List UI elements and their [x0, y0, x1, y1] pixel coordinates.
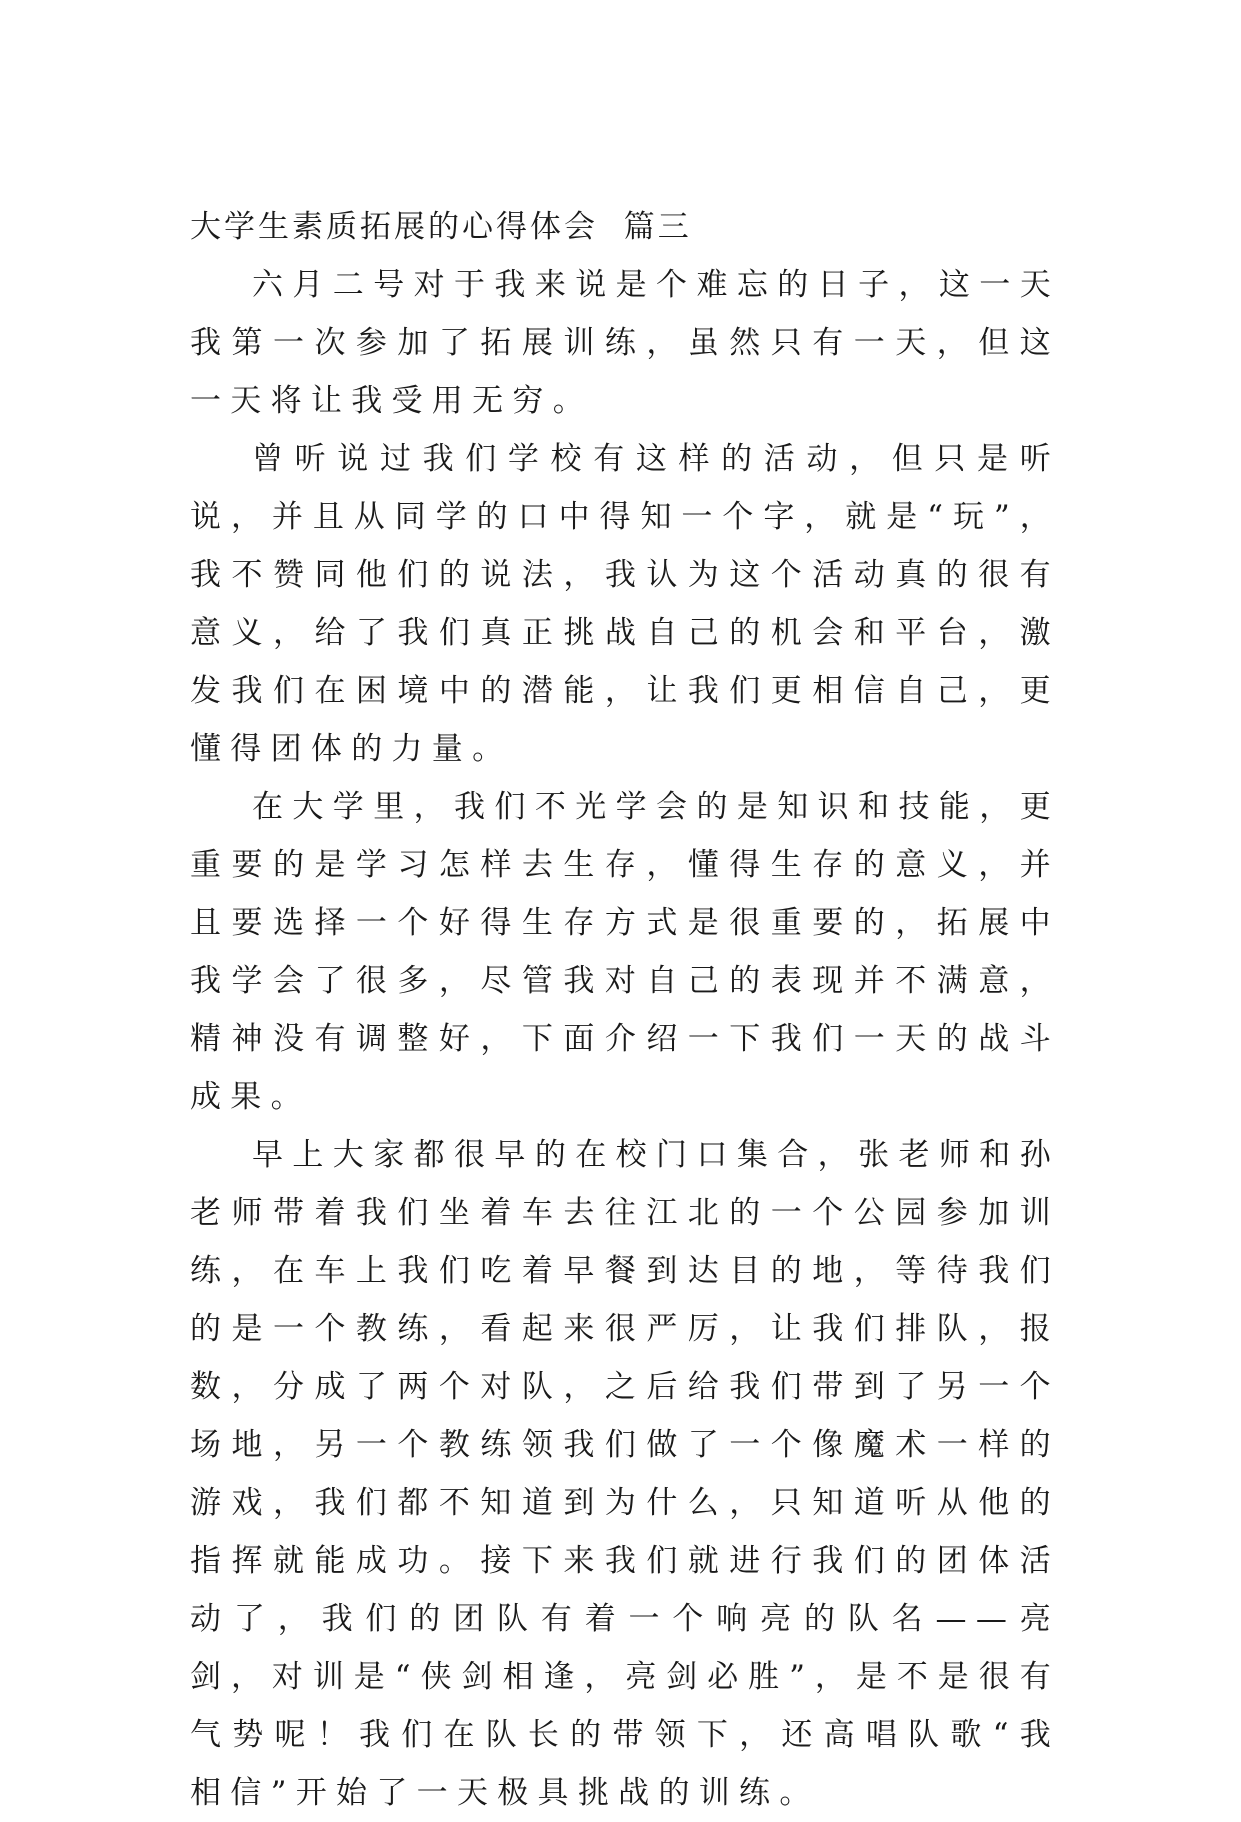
document-title: 大学生素质拓展的心得体会 篇三 — [190, 209, 692, 245]
paragraph-4: 早上大家都很早的在校门口集合，张老师和孙老师带着我们坐着车去往江北的一个公园参加训练，在车上我们吃着早餐到达目的地，等待我们的是一个教练，看起来很严厉，让我们排队，报数，分成了两个对队，之后给我们带到了另一个场地，另一个教练领我们做了一个像魔术一样的游戏，我们都不知道到为什么，只知道听从他的指挥就能成功。接下来我们就进行我们的团体活动了，我们的团队有着一个响亮的队名——亮剑，对训是“侠剑相逢，亮剑必胜”，是不是很有气势呢！我们在队长的带领下，还高唱队歌“我相信”开始了一天极具挑战的训练。 — [190, 1137, 1060, 1811]
paragraph-3: 在大学里，我们不光学会的是知识和技能，更重要的是学习怎样去生存，懂得生存的意义，并且要选择一个好得生存方式是很重要的，拓展中我学会了很多，尽管我对自己的表现并不满意，精神没有调整好，下面介绍一下我们一天的战斗成果。 — [190, 789, 1060, 1115]
paragraph-1: 六月二号对于我来说是个难忘的日子，这一天我第一次参加了拓展训练，虽然只有一天，但这一天将让我受用无穷。 — [190, 267, 1060, 419]
paragraph-2: 曾听说过我们学校有这样的活动，但只是听说，并且从同学的口中得知一个字，就是“玩”，我不赞同他们的说法，我认为这个活动真的很有意义，给了我们真正挑战自己的机会和平台，激发我们在困境中的潜能，让我们更相信自己，更懂得团体的力量。 — [190, 441, 1060, 767]
document-body — [190, 198, 1060, 1822]
